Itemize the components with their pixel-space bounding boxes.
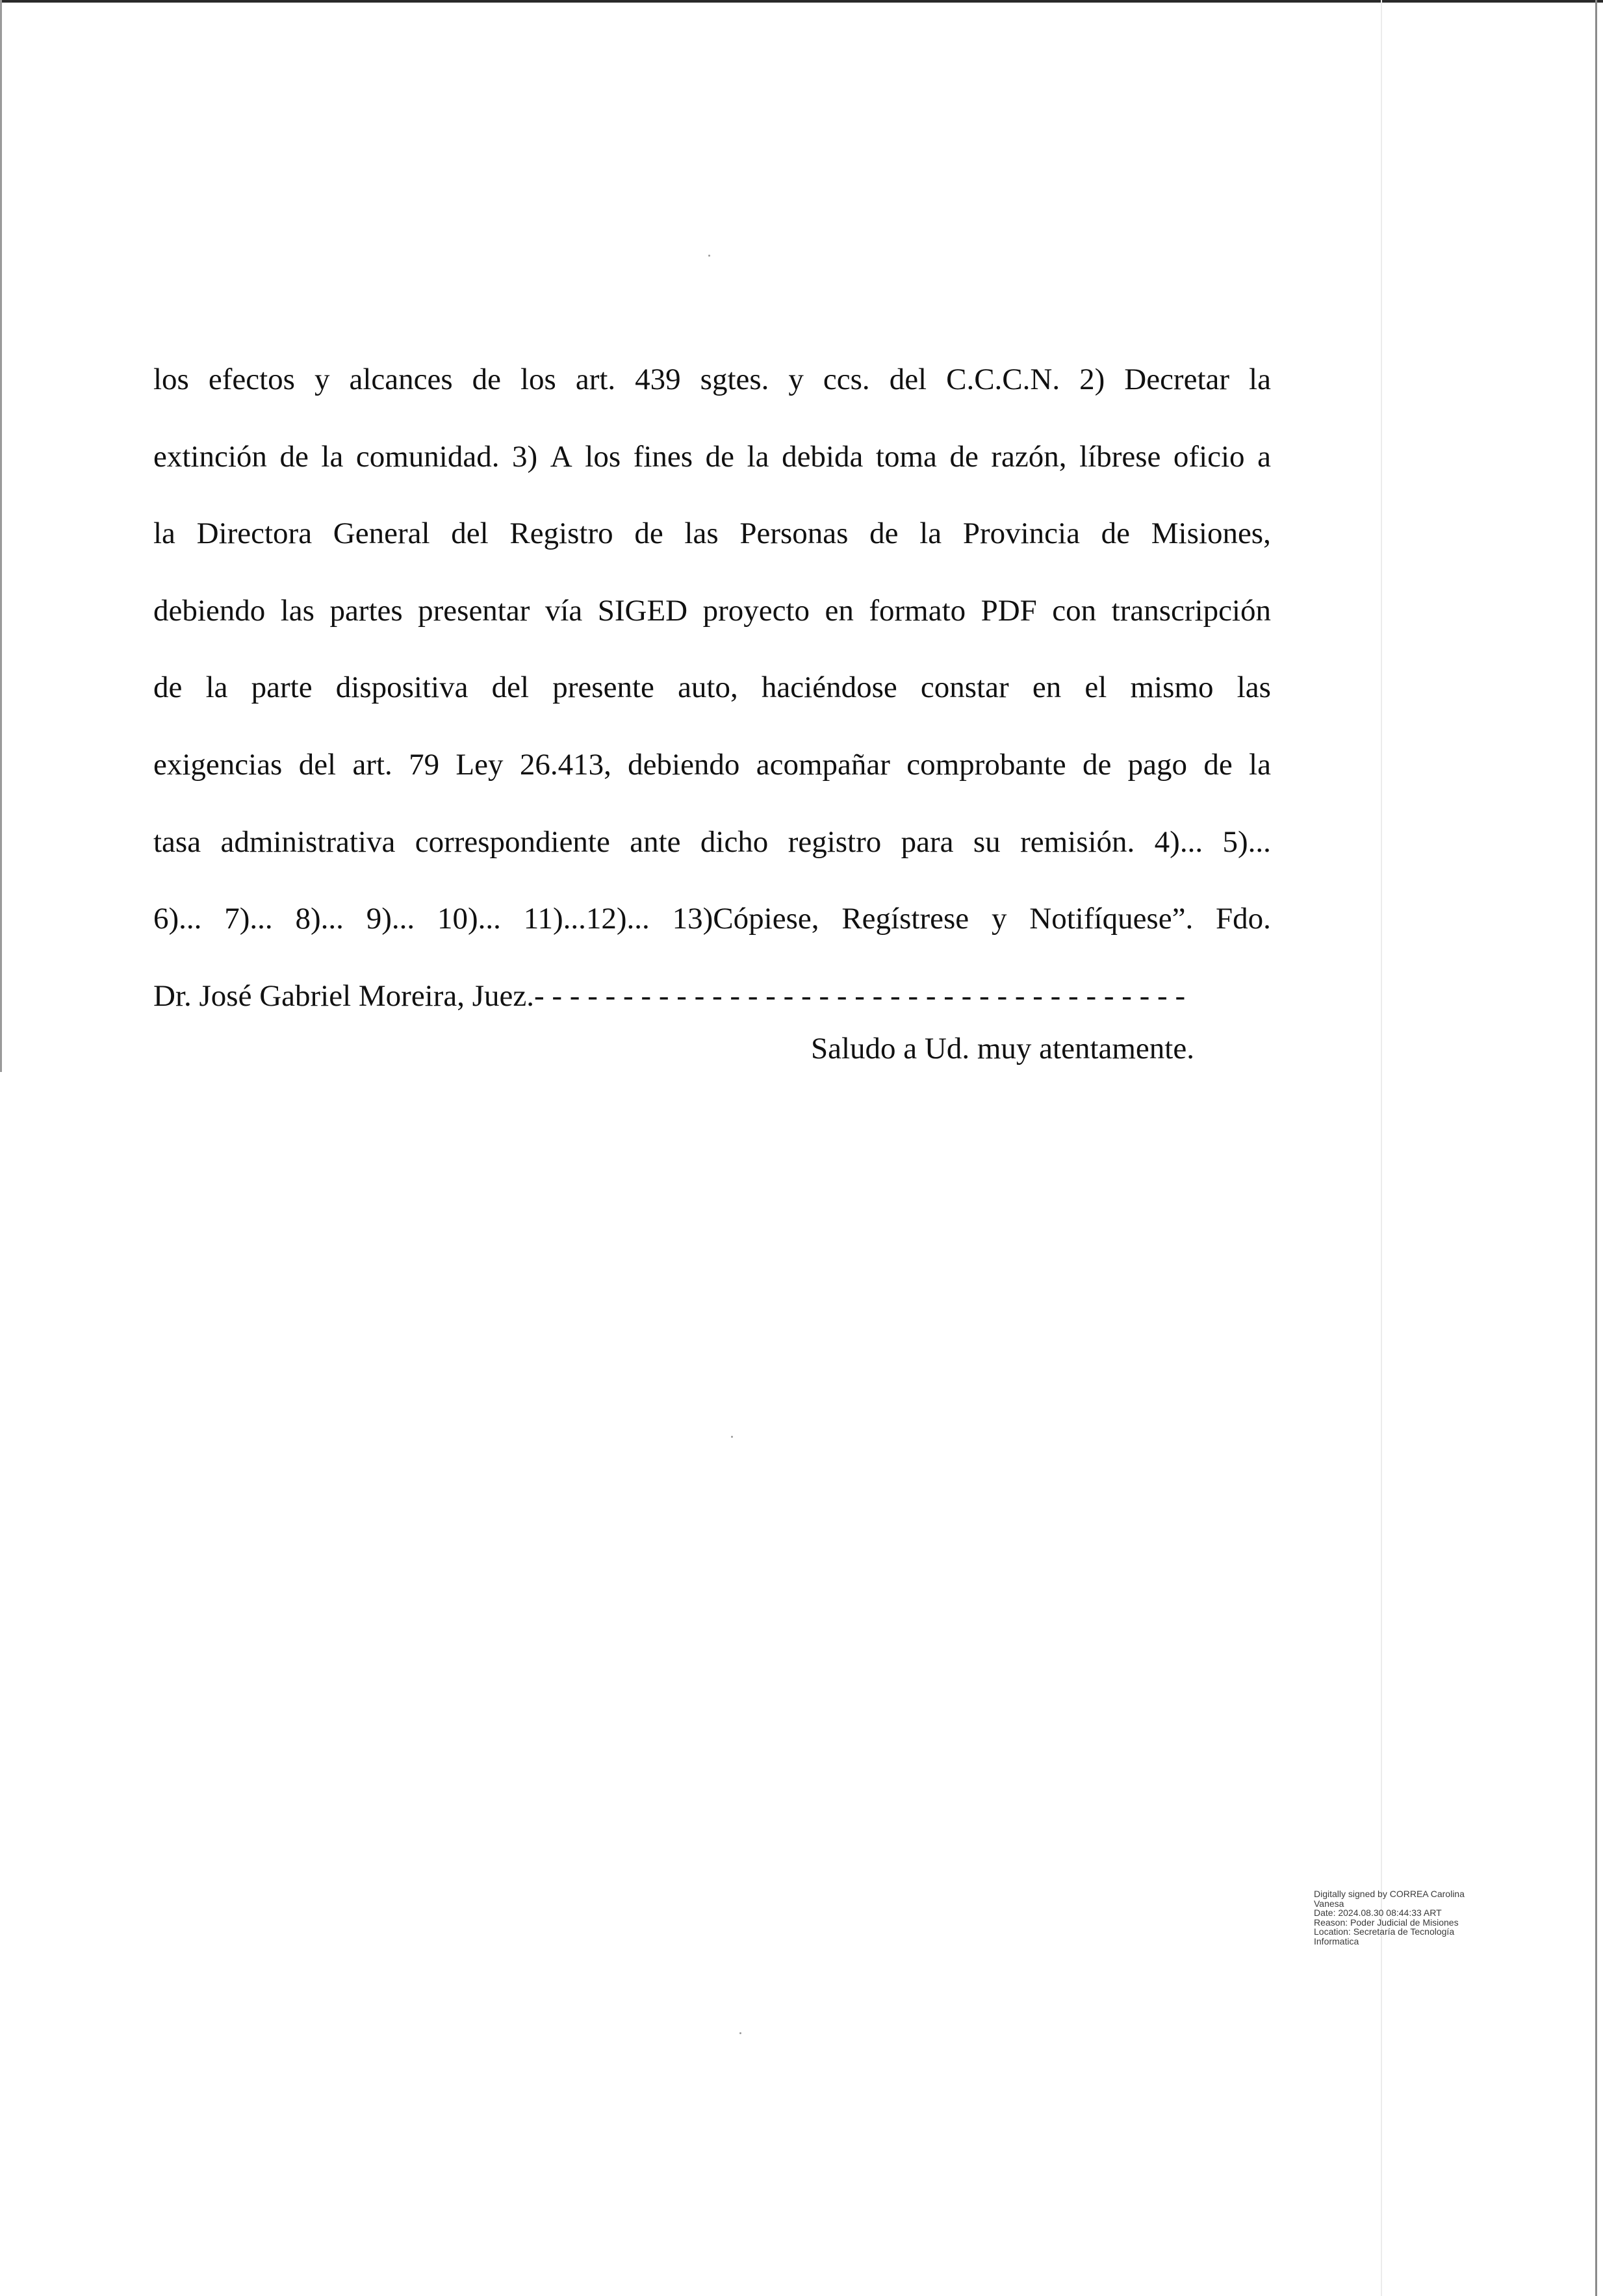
signature-reason: Reason: Poder Judicial de Misiones <box>1314 1917 1459 1928</box>
scan-speck <box>739 2032 741 2034</box>
digital-signature-stamp <box>1314 1889 1509 1946</box>
body-line: debiendo las partes presentar vía SIGED proyecto en formato PDF con transcripción <box>153 593 1271 628</box>
signature-line: Digitally signed by CORREA Carolina <box>1314 1889 1465 1899</box>
signature-location: Location: Secretaría de Tecnología <box>1314 1926 1455 1937</box>
signature-line: Vanesa <box>1314 1898 1344 1909</box>
scan-edge-top <box>0 0 1603 3</box>
page-fold-line <box>1381 0 1382 2296</box>
signature-line: Informatica <box>1314 1935 1359 1946</box>
scan-speck <box>708 255 710 257</box>
body-line: Dr. José Gabriel Moreira, Juez.- - - - - - - - - - - - - - - - - - - - - - - - - - - - - - - - - - - - - <box>153 978 1186 1013</box>
body-line: la Directora General del Registro de las Personas de la Provincia de Misiones, <box>153 517 1271 551</box>
signature-date: Date: 2024.08.30 08:44:33 ART <box>1314 1907 1442 1918</box>
body-line: extinción de la comunidad. 3) A los fines de la debida toma de razón, líbrese oficio a <box>153 439 1271 474</box>
body-line: los efectos y alcances de los art. 439 sgtes. y ccs. del C.C.C.N. 2) Decretar la <box>153 363 1271 396</box>
body-line: tasa administrativa correspondiente ante dicho registro para su remisión. 4)... 5)... <box>153 824 1271 859</box>
body-line: de la parte dispositiva del presente auto, haciéndose constar en el mismo las <box>153 670 1271 705</box>
body-line: 6)... 7)... 8)... 9)... 10)... 11)...12)... 13)Cópiese, Regístrese y Notifíquese”. Fdo. <box>153 902 1271 936</box>
scan-edge-right <box>1595 0 1597 2296</box>
body-line: exigencias del art. 79 Ley 26.413, debiendo acompañar comprobante de pago de la <box>153 747 1271 782</box>
scan-speck <box>731 1436 733 1438</box>
document-body <box>153 341 1271 1034</box>
closing-salutation: Saludo a Ud. muy atentamente. <box>811 1032 1194 1065</box>
scan-edge-left <box>0 0 2 1072</box>
